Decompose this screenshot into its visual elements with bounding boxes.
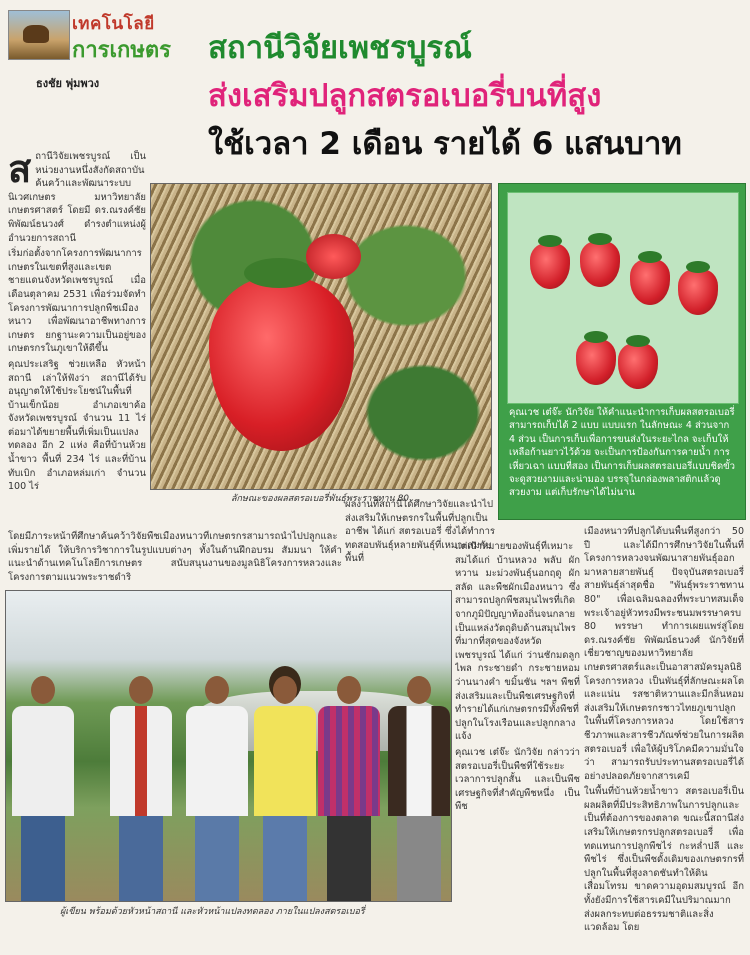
headline-secondary: ส่งเสริมปลูกสตรอเบอรี่บนที่สูง (208, 78, 602, 114)
strawberry-icon (580, 241, 620, 287)
author-byline: ธงชัย พุ่มพวง (36, 77, 100, 90)
drop-cap: ส (8, 150, 32, 191)
strawberry-icon (630, 259, 670, 305)
strawberry-icon (576, 339, 616, 385)
photo-caption-group: ผู้เขียน พร้อมด้วยหัวหน้าสถานี และหัวหน้าแปลงทดลอง ภายในแปลงสตรอเบอรี่ (60, 907, 365, 917)
paragraph: คุณประเสริฐ ช่วยเหลือ หัวหน้าสถานี เล่าให้ฟังว่า สถานีได้รับอนุญาตให้ใช้ประโยชน์ในพื้นที่บ้านเข็กน้อย อำเภอเขาค้อ จังหวัดเพชรบูรณ์ จำนวน 11 ไร่ ต่อมาได้ขยายพื้นที่เพิ่มเป็นแปลงทดลอง อีก 2 แห่ง คือที่บ้านห้วยน้ำขาว พื้นที่ 234 ไร่ และที่บ้านทับเบิก อำเภอหล่มเก่า จำนวน 100 ไร่ (8, 358, 146, 493)
strawberry-icon (678, 269, 718, 315)
group-photo-people (5, 590, 452, 902)
person-figure (12, 676, 74, 901)
paragraph: เมืองหนาวที่ปลูกได้บนพื้นที่สูงกว่า 50 ปี และได้มีการศึกษาวิจัยในพื้นที่โครงการหลวงจนพัฒนาสายพันธุ์ออกมาหลายสายพันธุ์ ปัจจุบันสตรอเบอรี่สายพันธุ์ล่าสุดชื่อ "พันธุ์พระราชทาน 80" เพื่อเฉลิมฉลองที่พระบาทสมเด็จพระเจ้าอยู่หัวทรงมีพระชนมพรรษาครบ 80 พรรษา ทำการเผยแพร่สู่โดย ดร.ณรงค์ชัย พิพัฒน์ธนวงศ์ นักวิจัยที่เชี่ยวชาญของมหาวิทยาลัยเกษตรศาสตร์และเป็นอาสาสมัครมูลนิธิโครงการหลวง เป็นพันธุ์ที่ลักษณะผลโตและแน่น รสชาติหวานและมีกลิ่นหอม ส่งเสริมให้เกษตรกรชาวไทยภูเขาปลูกในพื้นที่โครงการหลวง โดยใช้สารชีวภาพและสารชีวภัณฑ์ช่วยในการผลิตสตรอเบอรี่ เพื่อให้ผู้บริโภคมีความมั่นใจว่า สามารถรับประทานสตรอเบอรี่ได้อย่างปลอดภัยจากสารเคมี (584, 526, 744, 782)
person-figure (110, 676, 172, 901)
section-logo (6, 6, 191, 66)
headline-tertiary: ใช้เวลา 2 เดือน รายได้ 6 แสนบาท (208, 126, 682, 162)
farmer-logo-image (8, 10, 70, 60)
person-figure (254, 676, 316, 901)
person-figure (388, 676, 450, 901)
article-column-1-continued (8, 530, 342, 586)
article-column-3 (584, 525, 744, 950)
paragraph: ถานีวิจัยเพชรบูรณ์ เป็นหน่วยงานหนึ่งสังกัดสถาบันค้นคว้าและพัฒนาระบบนิเวศเกษตร มหาวิทยาลัยเกษตรศาสตร์ โดยมี ดร.ณรงค์ชัย พิพัฒน์ธนวงศ์ ดำรงตำแหน่งผู้อำนวยการสถานี (8, 151, 146, 244)
paragraph: ผลงานที่สถานีได้ศึกษาวิจัยและนำไปส่งเสริมให้เกษตรกรในพื้นที่ปลูกเป็นอาชีพ ได้แก่ สตรอเบอรี่ ซึ่งได้ทำการทดสอบพันธุ์หลายพันธุ์ที่เหมาะสมกับพื้นที่ (345, 499, 495, 565)
person-figure (318, 676, 380, 901)
paragraph: เริ่มก่อตั้งจากโครงการพัฒนาการเกษตรในเขตที่สูงและเขตชายแดนจังหวัดเพชรบูรณ์ เมื่อเดือนตุลาคม 2531 เพื่อร่วมจัดทำโครงการพัฒนาการปลูกพืชเมืองหนาว เพื่อพัฒนาอาชีพทางการเกษตร ยกฐานะความเป็นอยู่ของเกษตรกรในภูเขาให้ดีขึ้น (8, 248, 146, 355)
logo-title-line1: เทคโนโลยี (72, 14, 155, 34)
paragraph: โดยมีภาระหน้าที่ศึกษาค้นคว้าวิจัยพืชเมืองหนาวที่เกษตรกรสามารถนำไปปลูกและเพิ่มรายได้ ให้บริการวิชาการในรูปแบบต่างๆ ทั้งในด้านฝึกอบรม สัมมนา ให้คำแนะนำด้านเทคโนโลยีการเกษตร สนับสนุนงานของมูลนิธิโครงการหลวงและโครงการตามแนวพระราชดำริ (8, 531, 342, 583)
paragraph: ในพื้นที่บ้านห้วยน้ำขาว สตรอเบอรี่เป็นผลผลิตที่มีประสิทธิภาพในการปลูกและเป็นที่ต้องการของตลาด ขณะนี้สถานีส่งเสริมให้เกษตรกรปลูกสตรอเบอรี่ เพื่อทดแทนการปลูกพืชไร่ กะหล่ำปลี และพืชไร่ ซึ่งเป็นพืชดั้งเดิมของเกษตรกรที่ปลูกในพื้นที่สูงลาดชันทำให้ดินเสื่อมโทรม ขาดความอุดมสมบูรณ์ อีกทั้งยังมีการใช้สารเคมีในปริมาณมาก ส่งผลกระทบต่อธรรมชาติและสิ่งแวดล้อม โดย (584, 786, 744, 934)
person-figure (186, 676, 248, 901)
logo-title-line2: การเกษตร (72, 38, 171, 63)
headline-primary: สถานีวิจัยเพชรบูรณ์ (208, 30, 472, 66)
paragraph: แต่เป้าหมายของพันธุ์ที่เหมาะสมได้แก่ บ้านหลวง พลับ ผักหวาน มะม่วงพันธุ์นอกฤดู ผักสลัด และพืชผักเมืองหนาว ซึ่งสามารถปลูกพืชสมุนไพรที่เกิดจากภูมิปัญญาท้องถิ่นจนกลายเป็นแหล่งวัตถุดิบด้านสมุนไพรที่มากที่สุดของจังหวัดเพชรบูรณ์ ได้แก่ ว่านชักมดลูก ไพล กระชายดำ กระชายหอม ว่านนางคำ ขมิ้นชัน ฯลฯ พืชที่ส่งเสริมและเป็นพืชเศรษฐกิจที่ทำรายได้แก่เกษตรกรมีทั้งพืชที่ปลูกในโรงเรือนและปลูกกลางแจ้ง (455, 541, 580, 743)
article-column-2 (455, 540, 580, 950)
strawberry-fruit-image (209, 276, 354, 451)
strawberry-photo (150, 183, 492, 490)
sidebar-green-box (498, 183, 746, 520)
strawberry-icon (618, 343, 658, 389)
strawberries-on-stems-photo (507, 192, 739, 404)
photo-caption-strawberry: ลักษณะของผลสตรอเบอรี่พันธุ์พระราชทาน 80 (230, 494, 410, 504)
strawberry-fruit-image (306, 234, 361, 279)
strawberry-icon (530, 243, 570, 289)
article-column-1 (8, 150, 146, 530)
green-box-text: คุณเวช เต๋จ๊ะ นักวิจัย ให้คำแนะนำการเก็บผลสตรอเบอรี่ สามารถเก็บได้ 2 แบบ แบบแรก ในลักษณะ 4 ส่วนจาก 4 ส่วน เป็นการเก็บเพื่อการขนส่งในระยะไกล จะเก็บให้เหลือก้านยาวไว้ด้วย จะเป็นการป้องกันการคายน้ำ การเหี่ยวเฉา แบบที่สอง เป็นการเก็บผลสตรอเบอรี่แบบชิดขั้ว จะดูสวยงามและน่ามอง บรรจุในกล่องพลาสติกแล้วดูสวยงาม แต่เก็บรักษาได้ไม่นาน (509, 407, 735, 499)
paragraph: คุณเวช เต๋จ๊ะ นักวิจัย กล่าวว่า สตรอเบอรี่เป็นพืชที่ใช้ระยะเวลาการปลูกสั้น และเป็นพืชเศรษฐกิจที่สำคัญพืชหนึ่ง เป็นพืช (455, 746, 580, 813)
